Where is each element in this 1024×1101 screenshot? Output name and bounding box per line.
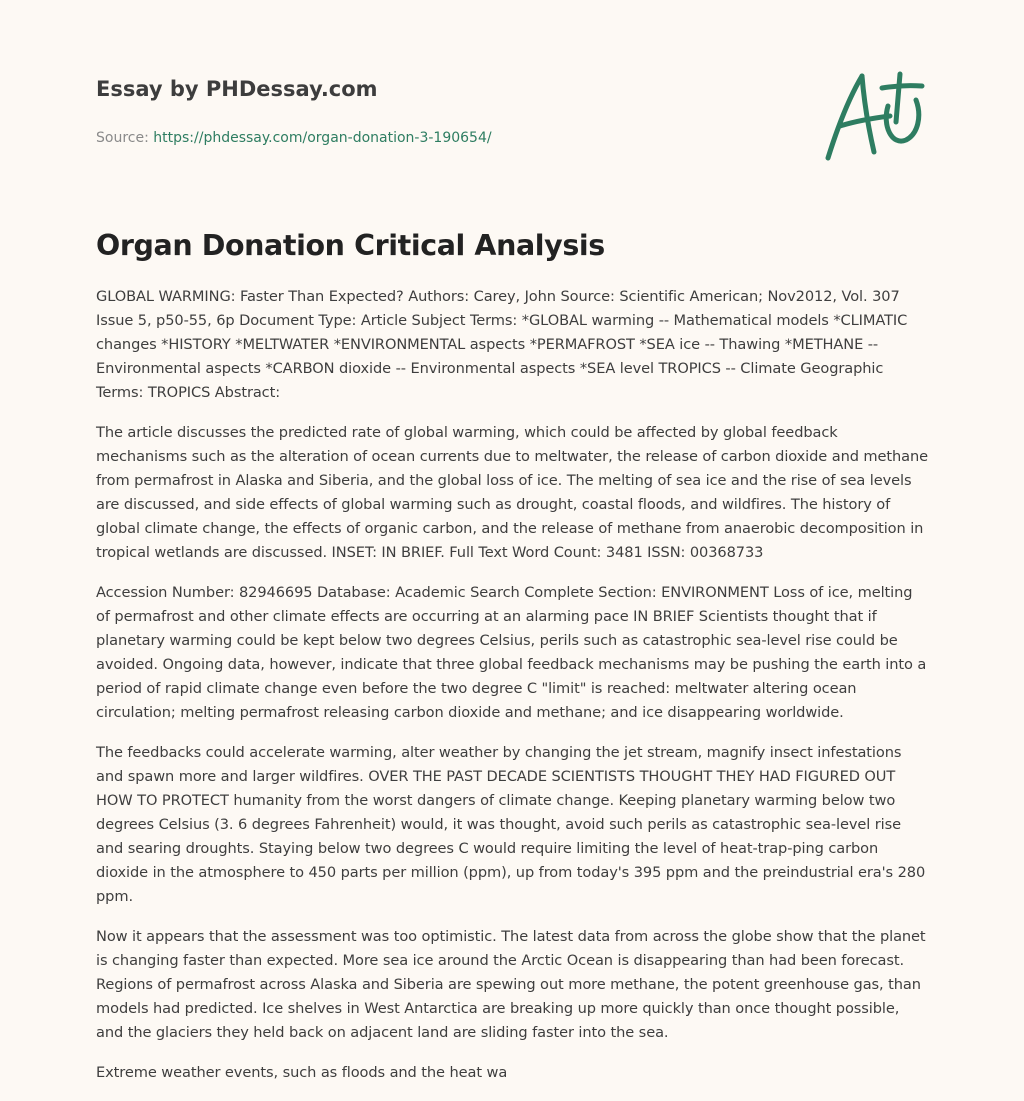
a-plus-logo-icon — [818, 66, 928, 166]
essay-paragraph: Accession Number: 82946695 Database: Academic Search Complete Section: ENVIRONMENT Loss of ice, melting of permafrost and other climate effects are occurring at an alarming pace IN BRIEF Scientists thought that if planetary warming could be kept below two degrees Celsius, perils such as catastrophic sea-level rise could be avoided. Ongoing data, however, indicate that three global feedback mechanisms may be pushing the earth into a period of rapid climate change even before the two degree C "limit" is reached: meltwater altering ocean circulation; melting permafrost releasing carbon dioxide and methane; and ice disappearing worldwide. — [96, 584, 927, 721]
essay-paragraph: Now it appears that the assessment was too optimistic. The latest data from across the globe show that the planet is changing faster than expected. More sea ice around the Arctic Ocean is disappearing than had been forecast. Regions of permafrost across Alaska and Siberia are spewing out more methane, the potent greenhouse gas, than models had predicted. Ice shelves in West Antarctica are breaking up more quickly than once thought possible, and the glaciers they held back on adjacent land are sliding faster into the sea. — [96, 928, 926, 1041]
site-brand: Essay by PHDessay.com — [96, 77, 378, 101]
source-link[interactable]: https://phdessay.com/organ-donation-3-190654/ — [153, 130, 492, 146]
essay-paragraph: The article discusses the predicted rate of global warming, which could be affected by global feedback mechanisms such as the alteration of ocean currents due to meltwater, the release of carbon dioxide and methane from permafrost in Alaska and Siberia, and the global loss of ice. The melting of sea ice and the rise of sea levels are discussed, and side effects of global warming such as drought, coastal floods, and wildfires. The history of global climate change, the effects of organic carbon, and the release of methane from anaerobic decomposition in tropical wetlands are discussed. INSET: IN BRIEF. Full Text Word Count: 3481 ISSN: 00368733 — [96, 424, 929, 561]
essay-paragraph: The feedbacks could accelerate warming, alter weather by changing the jet stream, magnify insect infestations and spawn more and larger wildfires. OVER THE PAST DECADE SCIENTISTS THOUGHT THEY HAD FIGURED OUT HOW TO PROTECT humanity from the worst dangers of climate change. Keeping planetary warming below two degrees Celsius (3. 6 degrees Fahrenheit) would, it was thought, avoid such perils as catastrophic sea-level rise and searing droughts. Staying below two degrees C would require limiting the level of heat-trap-ping carbon dioxide in the atmosphere to 450 parts per million (ppm), up from today's 395 ppm and the preindustrial era's 280 ppm. — [96, 744, 926, 905]
essay-paragraph: Extreme weather events, such as floods and the heat wa — [96, 1064, 508, 1081]
essay-paragraph: GLOBAL WARMING: Faster Than Expected? Authors: Carey, John Source: Scientific American; Nov2012, Vol. 307 Issue 5, p50-55, 6p Document Type: Article Subject Terms: *GLOBAL warming -- Mathematical models *CLIMATIC changes *HISTORY *MELTWATER *ENVIRONMENTAL aspects *PERMAFROST *SEA ice -- Thawing *METHANE -- Environmental aspects *CARBON dioxide -- Environmental aspects *SEA level TROPICS -- Climate Geographic Terms: TROPICS Abstract: — [96, 288, 908, 401]
essay-body — [96, 285, 930, 1101]
source-line — [96, 128, 796, 148]
source-label: Source: — [96, 130, 149, 146]
page-header — [96, 74, 796, 148]
essay-title: Organ Donation Critical Analysis — [96, 229, 605, 262]
